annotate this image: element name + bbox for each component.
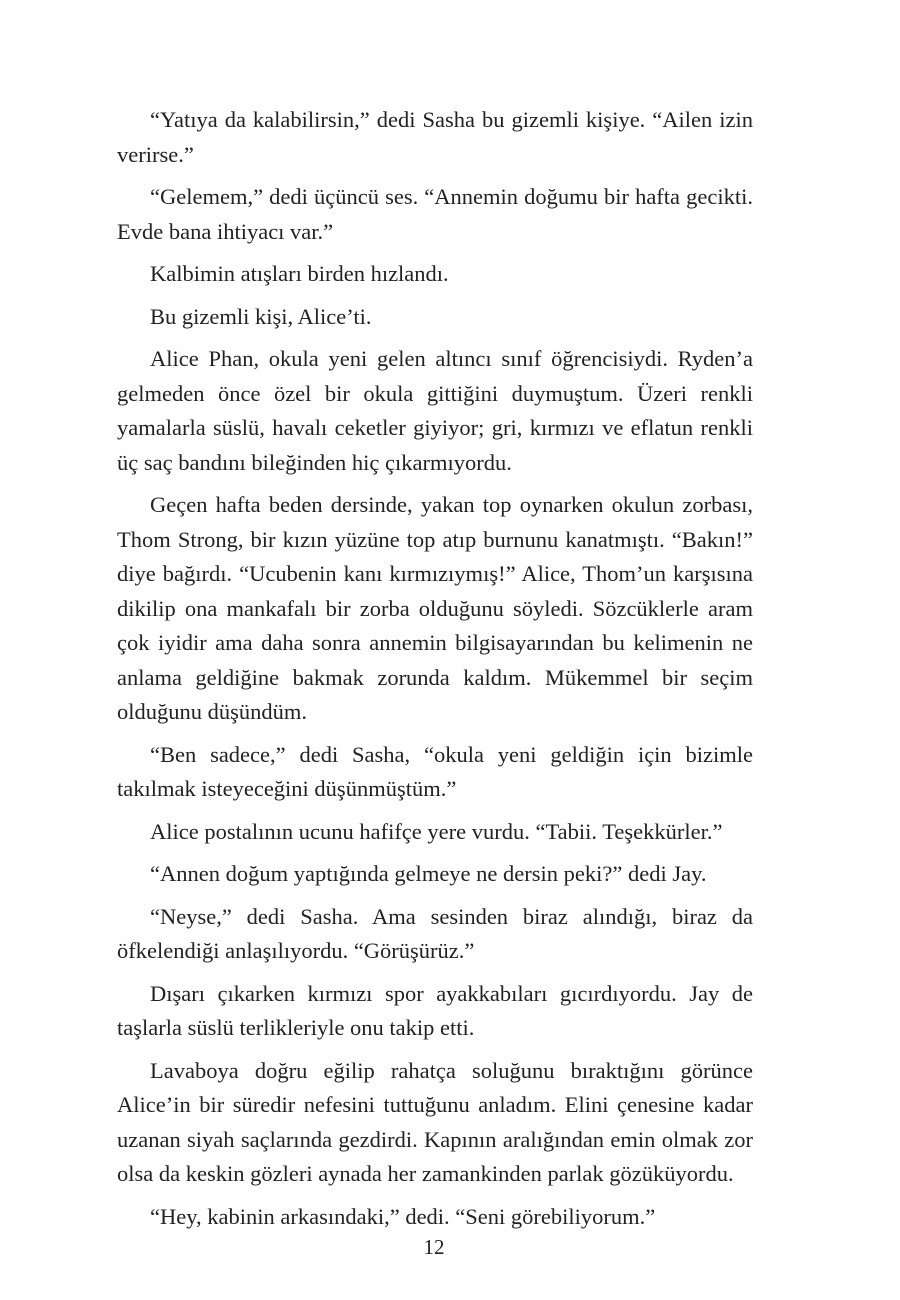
paragraph: Dışarı çıkarken kırmızı spor ayakkabıları gıcırdıyordu. Jay de taşlarla süslü terlikleriyle onu takip etti. (117, 980, 753, 1040)
page-number: 12 (423, 1235, 445, 1259)
paragraph: Lavaboya doğru eğilip rahatça soluğunu bıraktığını görünce Alice’in bir süredir nefesini tuttuğunu anladım. Elini çenesine kadar uzanan siyah saçlarında gezdirdi. Kapının aralığından emin olmak zor olsa da keskin gözleri aynada her zamankinden parlak gözüküyordu. (117, 1057, 753, 1186)
paragraph: Bu gizemli kişi, Alice’ti. (150, 303, 372, 329)
paragraph: “Annen doğum yaptığında gelmeye ne dersin peki?” dedi Jay. (150, 861, 707, 886)
paragraph: “Neyse,” dedi Sasha. Ama sesinden biraz alındığı, biraz da öfkelendiği anlaşılıyordu. “Görüşürüz.” (117, 903, 753, 963)
paragraph: “Yatıya da kalabilirsin,” dedi Sasha bu gizemli kişiye. “Ailen izin verirse.” (117, 107, 753, 167)
body-text (117, 103, 753, 1242)
paragraph: “Ben sadece,” dedi Sasha, “okula yeni geldiğin için bizimle takılmak isteyeceğini düşünmüştüm.” (117, 741, 753, 801)
paragraph: “Hey, kabinin arkasındaki,” dedi. “Seni görebiliyorum.” (150, 1203, 656, 1229)
paragraph: Alice postalının ucunu hafifçe yere vurdu. “Tabii. Teşekkürler.” (150, 818, 723, 844)
paragraph: “Gelemem,” dedi üçüncü ses. “Annemin doğumu bir hafta gecikti. Evde bana ihtiyacı var.” (117, 184, 753, 244)
paragraph: Kalbimin atışları birden hızlandı. (150, 261, 449, 286)
paragraph: Alice Phan, okula yeni gelen altıncı sınıf öğrencisiydi. Ryden’a gelmeden önce özel bir okula gittiğini duymuştum. Üzeri renkli yamalarla süslü, havalı ceketler giyiyor; gri, kırmızı ve eflatun renkli üç saç bandını bileğinden hiç çıkarmıyordu. (117, 346, 753, 475)
paragraph: Geçen hafta beden dersinde, yakan top oynarken okulun zorbası, Thom Strong, bir kızın yüzüne top atıp burnunu kanatmıştı. “Bakın!” diye bağırdı. “Ucubenin kanı kırmızıymış!” Alice, Thom’un karşısına dikilip ona mankafalı bir zorba olduğunu söyledi. Sözcüklerle aram çok iyidir ama daha sonra annemin bilgisayarından bu kelimenin ne anlama geldiğine bakmak zorunda kaldım. Mükemmel bir seçim olduğunu düşündüm. (117, 492, 753, 724)
